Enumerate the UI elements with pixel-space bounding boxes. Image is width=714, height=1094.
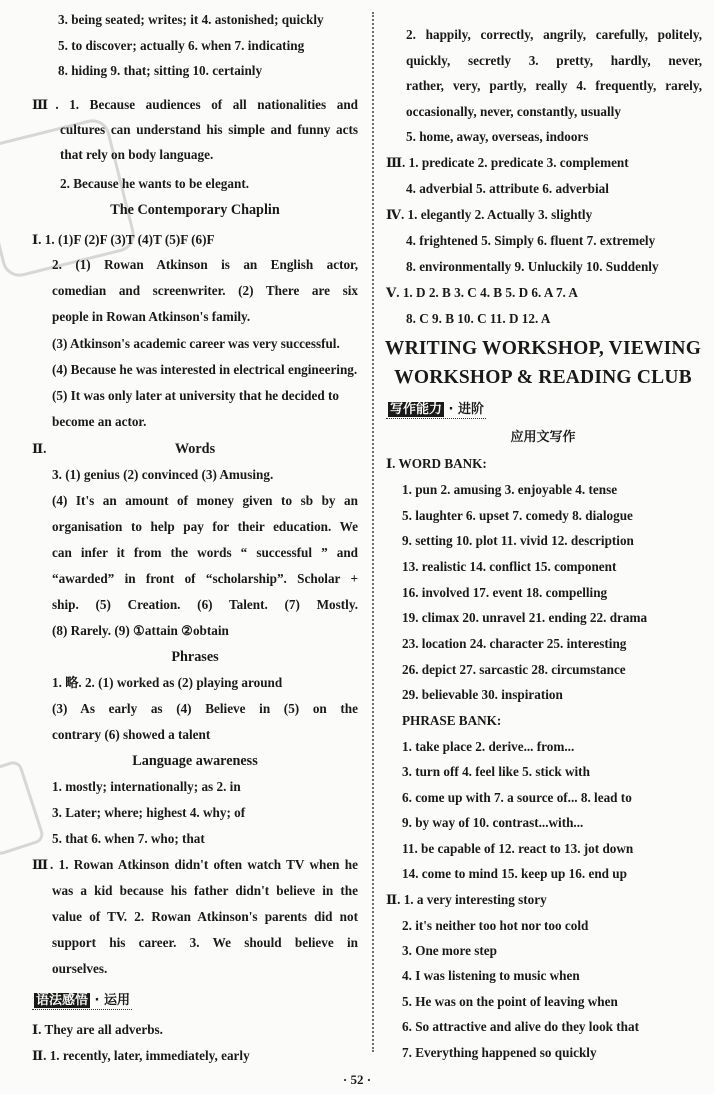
answer-line: 4. frightened 5. Simply 6. fluent 7. extremely (406, 233, 656, 248)
section-tag-label: 写作能力 (390, 402, 443, 417)
answer-line: 2. (1) Rowan Atkinson is an English actor, (52, 257, 358, 272)
section-heading: Language awareness (132, 753, 258, 769)
column-divider (372, 12, 374, 1052)
answer-line: (8) Rarely. (9) ①attain ②obtain (52, 623, 229, 638)
answer-line: comedian and screenwriter. (2) There are six (52, 283, 358, 298)
section-tag-writing (386, 402, 486, 419)
answer-line: 8. hiding 9. that; sitting 10. certainly (58, 63, 263, 78)
answer-line: that rely on body language. (60, 147, 214, 162)
answer-line: 9. setting 10. plot 11. vivid 12. description (402, 533, 634, 548)
answer-line: 11. be capable of 12. react to 13. jot down (402, 841, 634, 856)
answer-line: support his career. 3. We should believe in (52, 935, 358, 950)
answer-line: 1. pun 2. amusing 3. enjoyable 4. tense (402, 482, 618, 497)
answer-line: 3. being seated; writes; it 4. astonished; quickly (58, 12, 324, 27)
section-heading: Phrases (171, 649, 219, 665)
answer-line: 1. mostly; internationally; as 2. in (52, 779, 241, 794)
answer-line: 1. take place 2. derive... from... (402, 739, 575, 754)
answer-line: Ⅳ. 1. elegantly 2. Actually 3. slightly (386, 207, 593, 222)
answer-line: was a kid because his father didn't believe in the (52, 883, 358, 898)
answer-line: contrary (6) showed a talent (52, 727, 211, 742)
answer-line: Ⅱ. 1. a very interesting story (386, 892, 547, 907)
section-heading: 应用文写作 (510, 430, 576, 445)
answer-line: quickly, secretly 3. pretty, hardly, never, (406, 53, 702, 68)
answer-line: 5. laughter 6. upset 7. comedy 8. dialogue (402, 508, 633, 523)
answer-line: occasionally, never, constantly, usually (406, 104, 621, 119)
answer-line: 26. depict 27. sarcastic 28. circumstance (402, 662, 626, 677)
answer-line: 14. come to mind 15. keep up 16. end up (402, 866, 627, 881)
answer-line: (4) Because he was interested in electrical engineering. (52, 362, 358, 377)
answer-line: can infer it from the words “ successful ” and (52, 545, 358, 560)
answer-line: 5. to discover; actually 6. when 7. indicating (58, 38, 305, 53)
answer-line: rather, very, partly, really 4. frequently, rarely, (406, 78, 702, 93)
answer-line: 19. climax 20. unravel 21. ending 22. drama (402, 610, 648, 625)
answer-line: (4) It's an amount of money given to sb by an (52, 493, 358, 508)
section-heading: The Contemporary Chaplin (110, 202, 280, 218)
answer-line: (3) Atkinson's academic career was very successful. (52, 336, 340, 351)
answer-line: 8. environmentally 9. Unluckily 10. Suddenly (406, 259, 659, 274)
answer-line: ship. (5) Creation. (6) Talent. (7) Mostly. (52, 597, 358, 612)
answer-line: Ⅰ. 1. (1)F (2)F (3)T (4)T (5)F (6)F (32, 232, 215, 247)
answer-line: Ⅲ. 1. predicate 2. predicate 3. complement (386, 155, 629, 170)
answer-line: (3) As early as (4) Believe in (5) on the (52, 701, 358, 716)
unit-title: WRITING WORKSHOP, VIEWING (384, 338, 702, 359)
section-tag-grammar (32, 993, 132, 1010)
answer-line: become an actor. (52, 414, 147, 429)
answer-line: 4. adverbial 5. attribute 6. adverbial (406, 181, 609, 196)
answer-line: 8. C 9. B 10. C 11. D 12. A (406, 311, 551, 326)
answer-line: 29. believable 30. inspiration (402, 687, 563, 702)
answer-line: “awarded” in front of “scholarship”. Scholar + (52, 571, 358, 586)
answer-line: Ⅱ. 1. recently, later, immediately, early (32, 1048, 250, 1063)
watermark-stamp (0, 116, 138, 281)
answer-line: 5. that 6. when 7. who; that (52, 831, 205, 846)
answer-line: ourselves. (52, 961, 108, 976)
answer-line: 3. (1) genius (2) convinced (3) Amusing. (52, 467, 274, 482)
answer-line: 2. Because he wants to be elegant. (60, 176, 250, 191)
section-tag-suffix: · 进阶 (444, 402, 485, 417)
answer-line: 5. home, away, overseas, indoors (406, 129, 589, 144)
answer-line: PHRASE BANK: (402, 713, 502, 728)
answer-line: 23. location 24. character 25. interesting (402, 636, 627, 651)
answer-line: 4. I was listening to music when (402, 968, 580, 983)
answer-line: 3. turn off 4. feel like 5. stick with (402, 764, 590, 779)
page-number: · 52 · (342, 1072, 372, 1087)
section-number: Ⅱ. (32, 441, 47, 456)
answer-line: 3. One more step (402, 943, 497, 958)
answer-line: value of TV. 2. Rowan Atkinson's parents did not (52, 909, 358, 924)
answer-line: 2. it's neither too hot nor too cold (402, 918, 589, 933)
answer-line: people in Rowan Atkinson's family. (52, 309, 251, 324)
answer-line: 6. So attractive and alive do they look that (402, 1019, 640, 1034)
section-tag-label: 语法感悟 (36, 993, 89, 1008)
answer-line: 3. Later; where; highest 4. why; of (52, 805, 246, 820)
answer-line: Ⅲ. 1. Because audiences of all nationalities and (32, 97, 358, 112)
answer-line: 2. happily, correctly, angrily, carefully, politely, (406, 27, 702, 42)
answer-line: organisation to help pay for their education. We (52, 519, 358, 534)
answer-line: Ⅰ. They are all adverbs. (32, 1022, 163, 1037)
answer-line: (5) It was only later at university that he decided to (52, 388, 339, 403)
unit-title: WORKSHOP & READING CLUB (394, 367, 692, 388)
answer-line: 13. realistic 14. conflict 15. component (402, 559, 617, 574)
answer-line: Ⅰ. WORD BANK: (386, 456, 487, 471)
answer-line: 16. involved 17. event 18. compelling (402, 585, 608, 600)
answer-line: 1. 略. 2. (1) worked as (2) playing around (52, 675, 283, 690)
section-tag-suffix: · 运用 (90, 993, 131, 1008)
answer-line: Ⅲ. 1. Rowan Atkinson didn't often watch TV when he (32, 857, 358, 872)
section-heading: Words (174, 441, 216, 457)
answer-line: Ⅴ. 1. D 2. B 3. C 4. B 5. D 6. A 7. A (386, 285, 578, 300)
watermark-stamp-small (0, 759, 46, 857)
answer-line: 5. He was on the point of leaving when (402, 994, 618, 1009)
answer-line: 7. Everything happened so quickly (402, 1045, 597, 1060)
answer-line: 6. come up with 7. a source of... 8. lead to (402, 790, 632, 805)
answer-line: 9. by way of 10. contrast...with... (402, 815, 584, 830)
answer-line: cultures can understand his simple and funny acts (60, 122, 358, 137)
